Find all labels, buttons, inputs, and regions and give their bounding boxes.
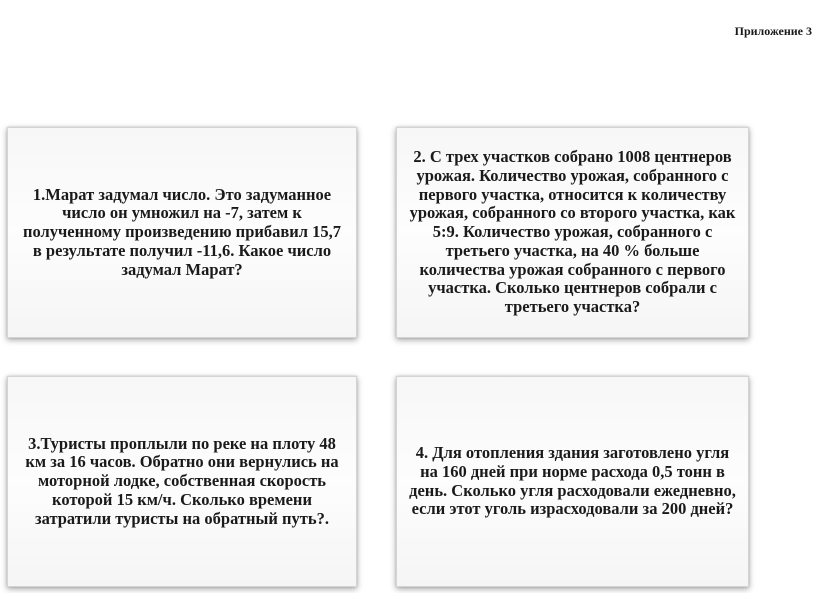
task-card-1 <box>7 127 357 338</box>
task-card-4 <box>396 376 749 587</box>
appendix-label: Приложение 3 <box>734 24 812 38</box>
task-card-1-text: 1.Марат задумал число. Это задуманное число он умножил на -7, затем к полученному произведению прибавил 15,7 в результате получил -11,6. Какое число задумал Марат? <box>22 184 342 279</box>
task-card-2 <box>396 127 749 338</box>
task-card-4-text: 4. Для отопления здания заготовлено угля на 160 дней при норме расхода 0,5 тонн в день. Сколько угля расходовали ежедневно, если этот уголь израсходовали за 200 дней? <box>409 442 736 519</box>
task-card-3-text: 3.Туристы проплыли по реке на плоту 48 км за 16 часов. Обратно они вернулись на моторной лодке, собственная скорость которой 15 км/ч. Сколько времени затратили туристы на обратный путь?. <box>25 433 339 528</box>
task-card-2-text: 2. С трех участков собрано 1008 центнеров урожая. Количество урожая, собранного с первого участка, относится к количеству урожая, собранного со второго участка, как 5:9. Количество урожая, собранного с третьего участка, на 40 % больше количества урожая собранного с первого участка. Сколько центнеров собрали с третьего участка? <box>409 146 736 317</box>
task-card-3 <box>7 376 357 587</box>
